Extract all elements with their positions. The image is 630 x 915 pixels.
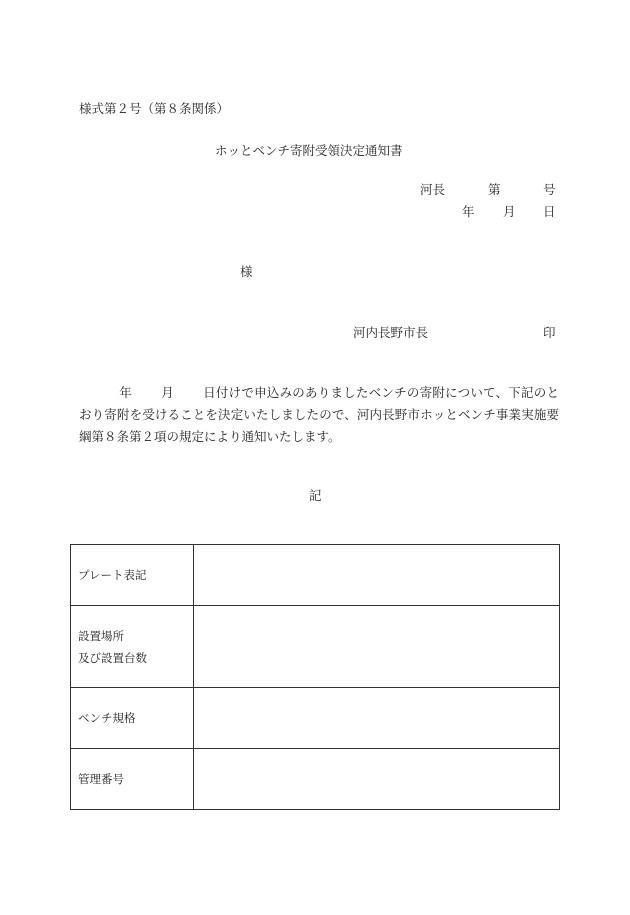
body-text: 日付けで申込みのありましたベンチの寄附について、下記のとおり寄附を受けることを決定いたしましたので、河内長野市ホッとベンチ事業実施要綱第８条第２項の規定により通知いたします。 xyxy=(79,385,559,444)
detail-table xyxy=(70,544,560,810)
date-year: 年 xyxy=(462,204,475,219)
reference-gou: 号 xyxy=(543,182,556,197)
row-label xyxy=(71,749,194,810)
seal-mark: 印 xyxy=(543,325,556,340)
label-line: 及び設置台数 xyxy=(78,650,147,665)
label-line: 設置場所 xyxy=(78,628,124,643)
date-day: 日 xyxy=(543,204,556,219)
row-label xyxy=(71,606,194,688)
table-row xyxy=(71,749,560,810)
label-line: ベンチ規格 xyxy=(78,711,136,725)
reference-dai: 第 xyxy=(488,182,501,197)
row-value xyxy=(194,688,560,749)
body-paragraph xyxy=(79,382,559,448)
table-row xyxy=(71,688,560,749)
issuer-title: 河内長野市長 xyxy=(353,325,429,340)
row-value xyxy=(194,545,560,606)
form-number: 様式第２号（第８条関係） xyxy=(79,101,230,116)
body-month: 月 xyxy=(160,385,174,400)
row-label xyxy=(71,545,194,606)
reference-prefix: 河長 xyxy=(420,182,446,197)
label-line: 管理番号 xyxy=(78,772,124,786)
row-value xyxy=(194,749,560,810)
document-title: ホッとベンチ寄附受領決定通知書 xyxy=(215,143,403,158)
recipient-honorific: 様 xyxy=(240,264,253,279)
table-row xyxy=(71,606,560,688)
row-label xyxy=(71,688,194,749)
ki-heading: 記 xyxy=(309,488,322,503)
row-value xyxy=(194,606,560,688)
date-month: 月 xyxy=(503,204,516,219)
body-year: 年 xyxy=(119,385,132,400)
table-row xyxy=(71,545,560,606)
label-line: プレート表記 xyxy=(78,568,147,582)
